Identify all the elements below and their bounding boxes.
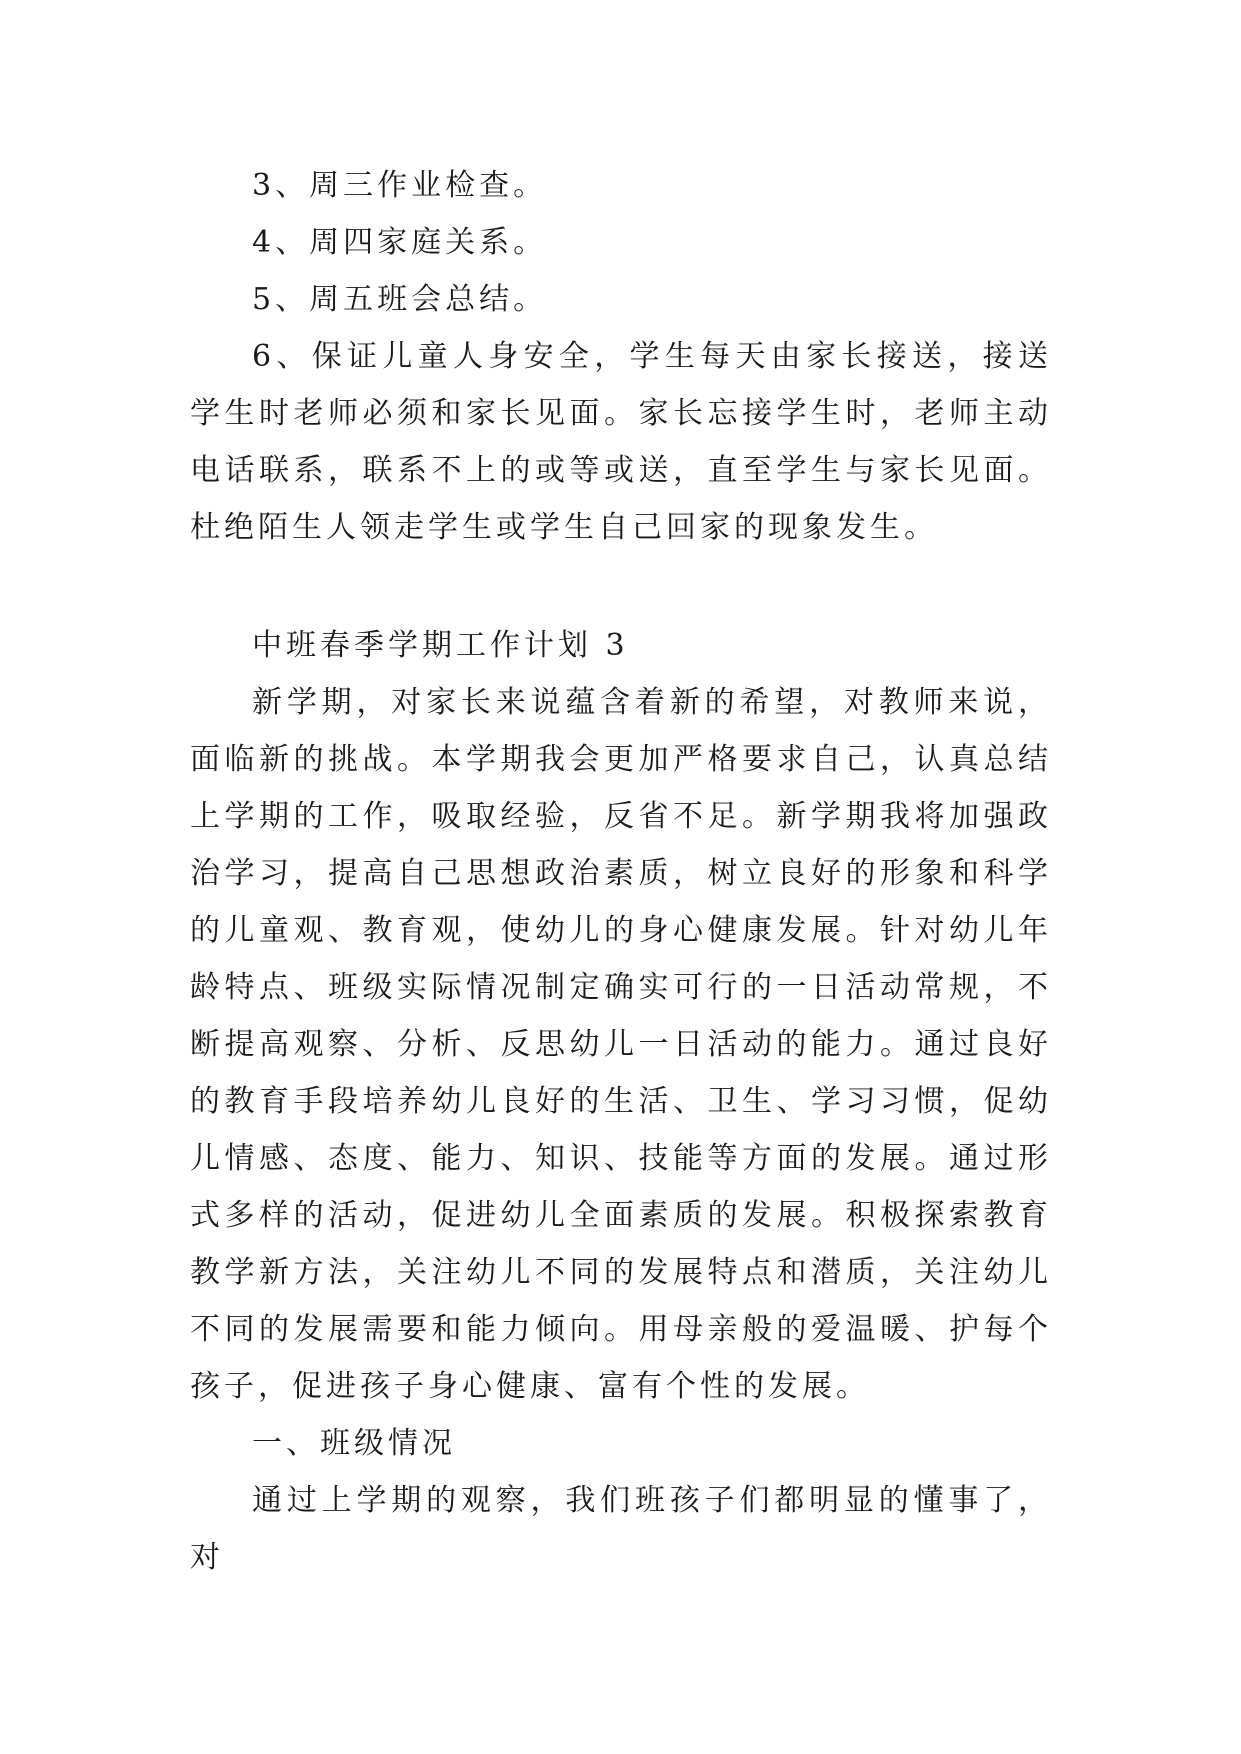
list-item-wednesday: 3、周三作业检查。 [252, 168, 548, 203]
document-body [190, 157, 1052, 1586]
class-situation-paragraph: 通过上学期的观察，我们班孩子们都明显的懂事了，对 [190, 1483, 1052, 1575]
subheading-class-situation: 一、班级情况 [252, 1426, 456, 1461]
section-title: 中班春季学期工作计划 3 [252, 628, 629, 663]
intro-paragraph: 新学期，对家长来说蕴含着新的希望，对教师来说，面临新的挑战。本学期我会更加严格要求自己，认真总结上学期的工作，吸取经验，反省不足。新学期我将加强政治学习，提高自己思想政治素质，树立良好的形象和科学的儿童观、教育观，使幼儿的身心健康发展。针对幼儿年龄特点、班级实际情况制定确实可行的一日活动常规，不断提高观察、分析、反思幼儿一日活动的能力。通过良好的教育手段培养幼儿良好的生活、卫生、学习习惯，促幼儿情感、态度、能力、知识、技能等方面的发展。通过形式多样的活动，促进幼儿全面素质的发展。积极探索教育教学新方法，关注幼儿不同的发展特点和潜质，关注幼儿不同的发展需要和能力倾向。用母亲般的爱温暖、护每个孩子，促进孩子身心健康、富有个性的发展。 [190, 685, 1052, 1404]
list-item-thursday: 4、周四家庭关系。 [252, 225, 548, 260]
safety-paragraph: 6、保证儿童人身安全，学生每天由家长接送，接送学生时老师必须和家长见面。家长忘接学生时，老师主动电话联系，联系不上的或等或送，直至学生与家长见面。杜绝陌生人领走学生或学生自己回家的现象发生。 [190, 339, 1052, 545]
list-item-friday: 5、周五班会总结。 [252, 282, 548, 317]
